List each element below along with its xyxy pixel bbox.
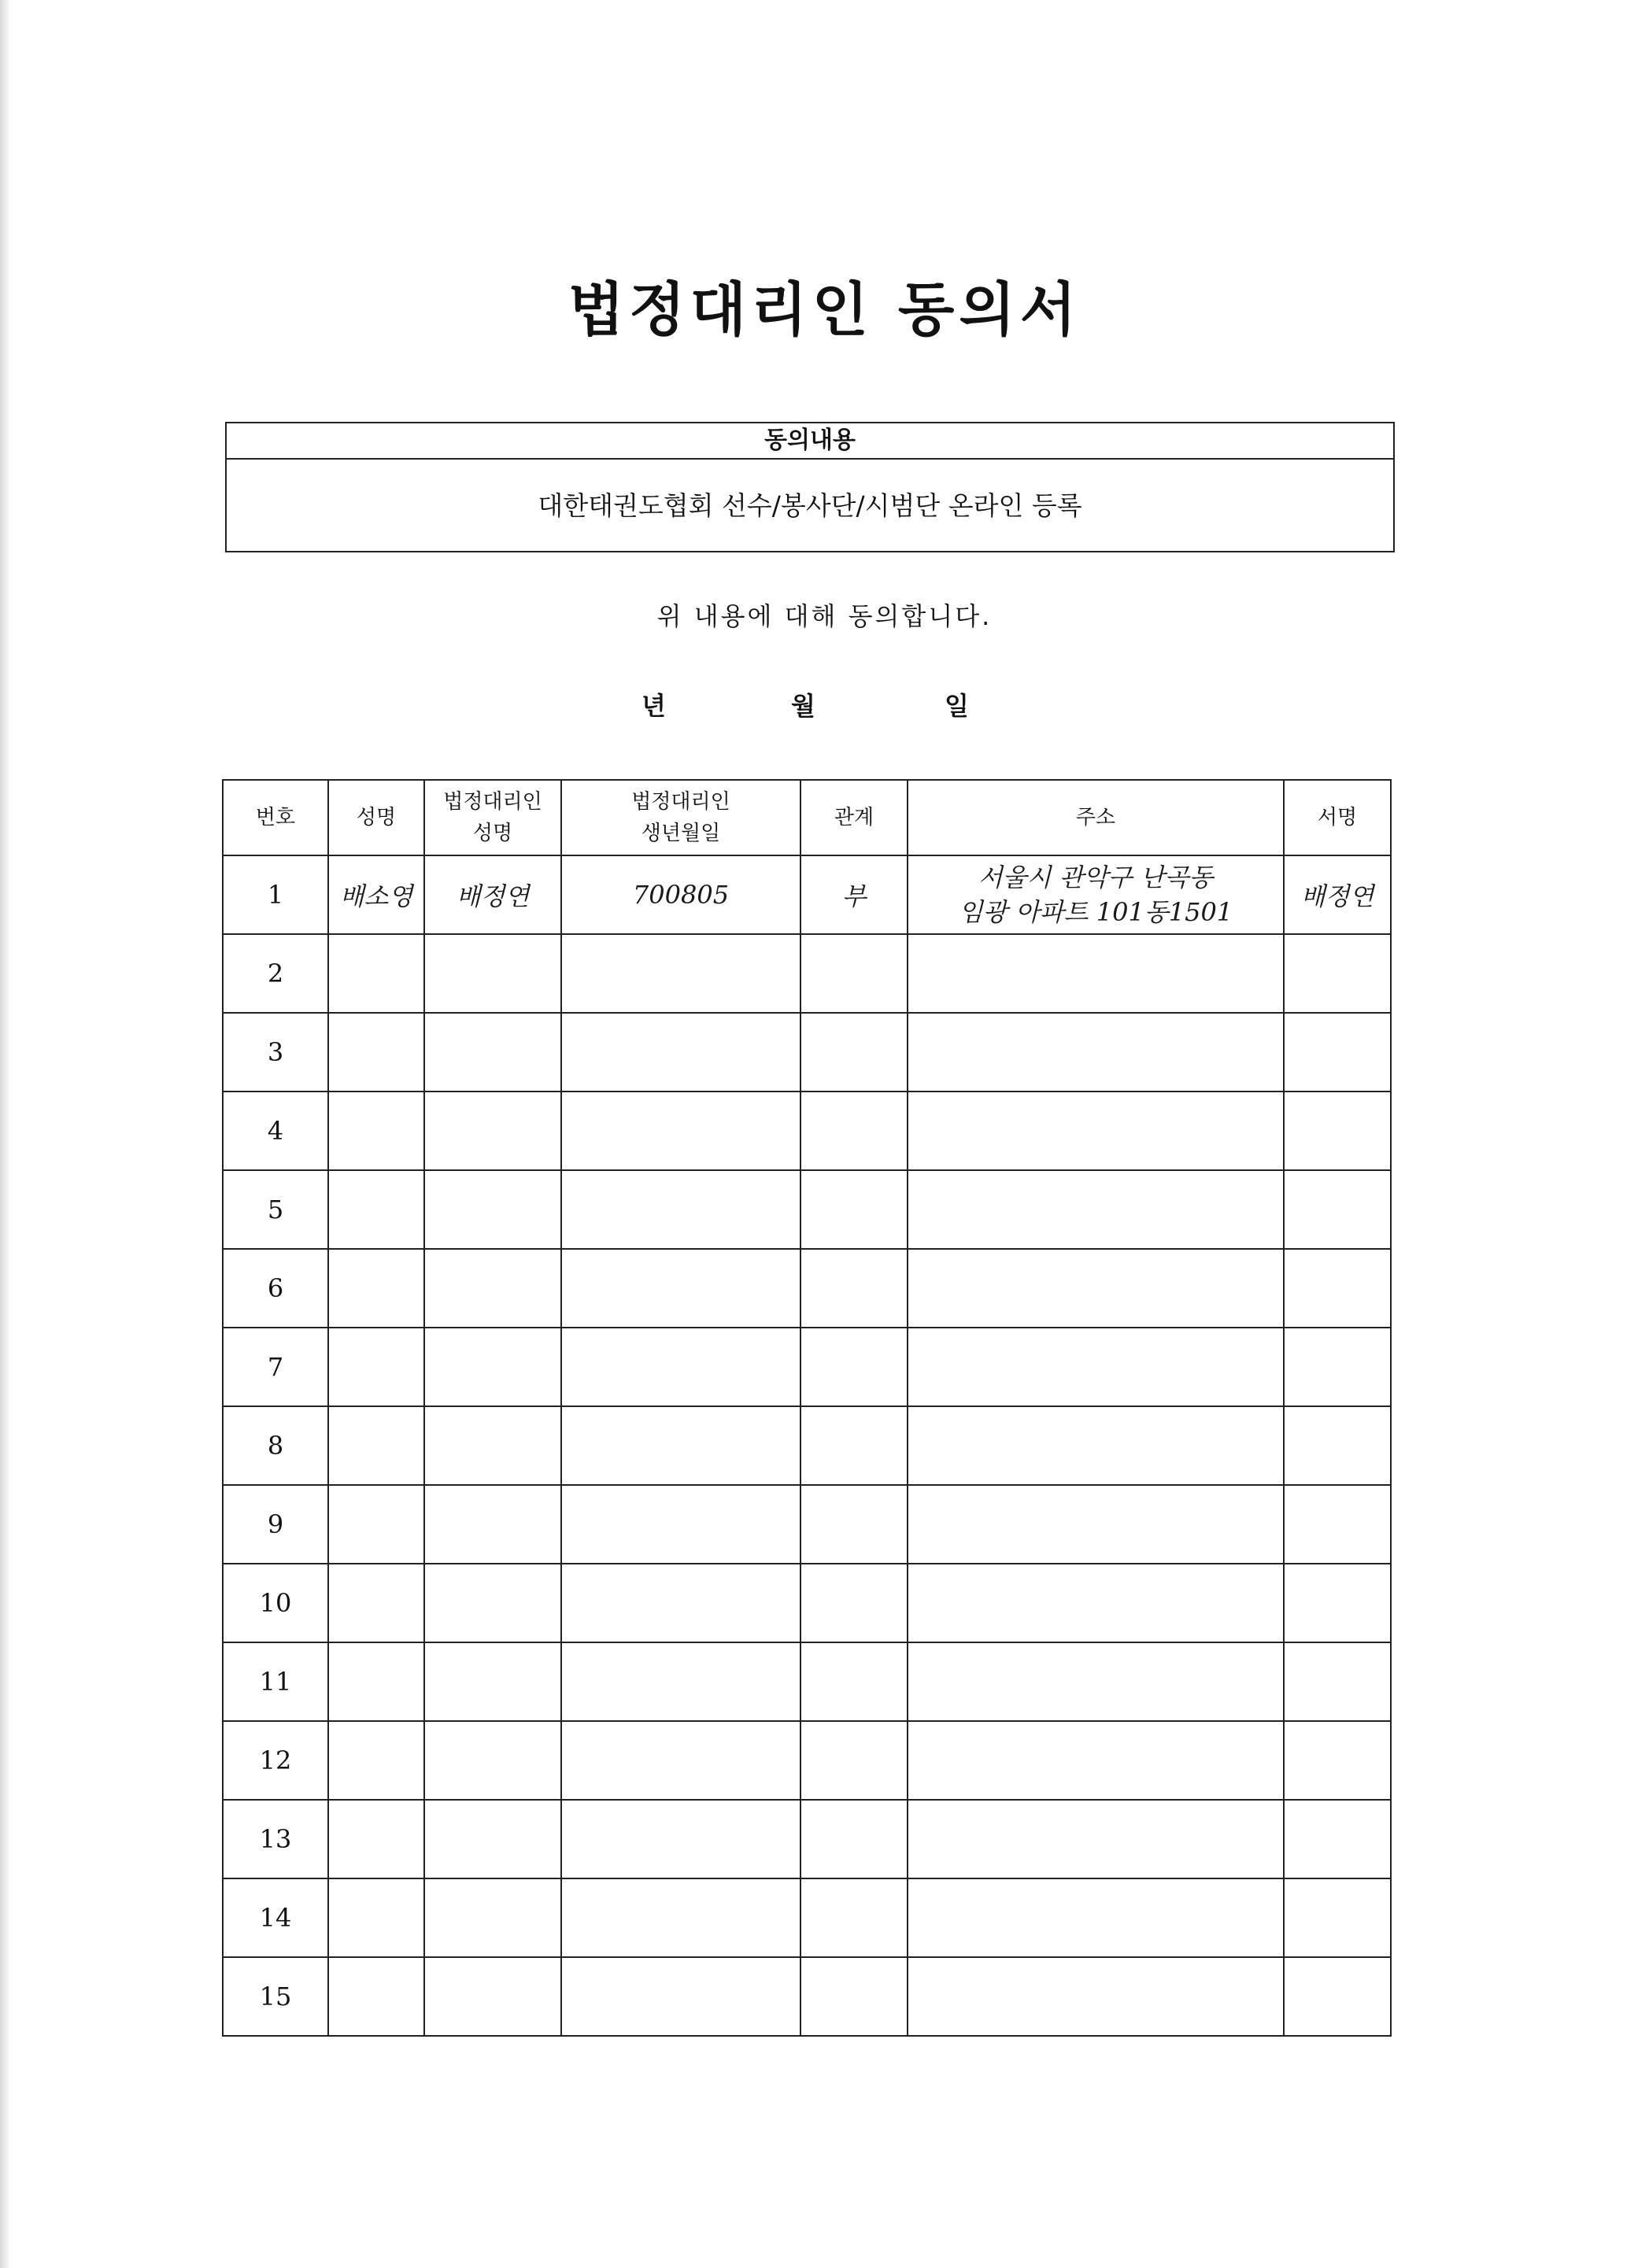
row-name [328, 934, 424, 1013]
row-relation [800, 1485, 908, 1564]
row-signature [1284, 934, 1391, 1013]
row-signature [1284, 1092, 1391, 1170]
row-guardian-name [424, 1013, 561, 1092]
row-relation [800, 1170, 908, 1249]
agreement-statement: 위 내용에 대해 동의합니다. [656, 601, 993, 631]
header-name: 성명 [328, 780, 424, 855]
row-guardian-name [424, 1642, 561, 1721]
table-row [223, 934, 1391, 1013]
row-birth [561, 1642, 800, 1721]
row-address [908, 1013, 1284, 1092]
row-address [908, 1170, 1284, 1249]
row-no: 3 [223, 1013, 328, 1092]
document-title: 법정대리인 동의서 [568, 276, 1081, 344]
row-name [328, 1170, 424, 1249]
row-guardian-name: 배정연 [424, 855, 561, 934]
row-signature [1284, 1170, 1391, 1249]
row-no: 10 [223, 1564, 328, 1642]
row-name [328, 1328, 424, 1406]
row-signature [1284, 1328, 1391, 1406]
row-signature [1284, 1485, 1391, 1564]
row-relation [800, 1957, 908, 2036]
table-row [223, 1564, 1391, 1642]
row-birth [561, 1800, 800, 1878]
row-address [908, 1328, 1284, 1406]
header-guardian-name-line1: 법정대리인 [443, 790, 542, 814]
row-address-line2: 임광 아파트 101동1501 [958, 897, 1233, 927]
row-birth [561, 1092, 800, 1170]
row-no: 11 [223, 1642, 328, 1721]
row-guardian-name [424, 1957, 561, 2036]
row-address [908, 1092, 1284, 1170]
row-signature [1284, 1878, 1391, 1957]
row-guardian-name [424, 1800, 561, 1878]
row-address [908, 1406, 1284, 1485]
row-birth [561, 1485, 800, 1564]
row-guardian-name [424, 1170, 561, 1249]
row-relation: 부 [800, 855, 908, 934]
row-relation [800, 1878, 908, 1957]
row-relation [800, 1721, 908, 1800]
row-birth [561, 1249, 800, 1328]
table-row [223, 1485, 1391, 1564]
row-name [328, 1485, 424, 1564]
row-relation [800, 1642, 908, 1721]
header-guardian-birth [561, 780, 800, 855]
header-guardian-birth-line1: 법정대리인 [631, 790, 730, 814]
row-address [908, 1564, 1284, 1642]
table-row [223, 1957, 1391, 2036]
row-guardian-name [424, 1878, 561, 1957]
row-no: 5 [223, 1170, 328, 1249]
row-no: 2 [223, 934, 328, 1013]
row-name [328, 1249, 424, 1328]
table-row [223, 1249, 1391, 1328]
row-guardian-name [424, 1485, 561, 1564]
header-guardian-birth-line2: 생년월일 [641, 822, 721, 845]
row-guardian-name [424, 1564, 561, 1642]
header-no: 번호 [223, 780, 328, 855]
row-relation [800, 1092, 908, 1170]
row-no: 7 [223, 1328, 328, 1406]
table-row [223, 1878, 1391, 1957]
table-row [223, 1721, 1391, 1800]
row-address [908, 1721, 1284, 1800]
row-relation [800, 1013, 908, 1092]
row-relation [800, 934, 908, 1013]
row-address [908, 1957, 1284, 2036]
row-relation [800, 1564, 908, 1642]
table-row [223, 1406, 1391, 1485]
row-signature: 배정연 [1284, 855, 1391, 934]
table-row [223, 1800, 1391, 1878]
row-birth [561, 1013, 800, 1092]
row-birth [561, 1721, 800, 1800]
row-address [908, 934, 1284, 1013]
row-signature [1284, 1800, 1391, 1878]
table-row [223, 1092, 1391, 1170]
consent-heading: 동의내용 [227, 423, 1393, 460]
table-row [223, 855, 1391, 934]
row-signature [1284, 1957, 1391, 2036]
row-address [908, 1249, 1284, 1328]
row-birth [561, 1564, 800, 1642]
row-signature [1284, 1642, 1391, 1721]
row-relation [800, 1249, 908, 1328]
consent-box [225, 422, 1395, 552]
row-name [328, 1957, 424, 2036]
table-row [223, 1013, 1391, 1092]
table-header-row [223, 780, 1391, 855]
row-name [328, 1013, 424, 1092]
row-signature [1284, 1013, 1391, 1092]
row-no: 15 [223, 1957, 328, 2036]
row-no: 13 [223, 1800, 328, 1878]
date-day-label: 일 [945, 691, 969, 721]
row-guardian-name [424, 1721, 561, 1800]
consent-text: 대한태권도협회 선수/봉사단/시범단 온라인 등록 [538, 490, 1082, 521]
row-no: 8 [223, 1406, 328, 1485]
date-year-label: 년 [641, 691, 666, 721]
row-no: 1 [223, 855, 328, 934]
row-birth [561, 1328, 800, 1406]
header-address: 주소 [908, 780, 1284, 855]
date-month-label: 월 [791, 691, 815, 721]
row-name [328, 1721, 424, 1800]
row-signature [1284, 1721, 1391, 1800]
row-name: 배소영 [328, 855, 424, 934]
row-birth [561, 1878, 800, 1957]
row-signature [1284, 1406, 1391, 1485]
header-signature: 서명 [1284, 780, 1391, 855]
header-guardian-name [424, 780, 561, 855]
row-no: 4 [223, 1092, 328, 1170]
row-birth [561, 934, 800, 1013]
row-relation [800, 1800, 908, 1878]
row-no: 6 [223, 1249, 328, 1328]
row-birth [561, 1957, 800, 2036]
row-no: 12 [223, 1721, 328, 1800]
row-name [328, 1092, 424, 1170]
row-guardian-name [424, 1406, 561, 1485]
guardian-roster-table [222, 779, 1392, 2037]
table-row [223, 1170, 1391, 1249]
row-address [908, 1485, 1284, 1564]
row-name [328, 1406, 424, 1485]
row-signature [1284, 1564, 1391, 1642]
row-no: 14 [223, 1878, 328, 1957]
row-address [908, 855, 1284, 934]
row-address-line1: 서울시 관악구 난곡동 [978, 863, 1214, 892]
table-row [223, 1642, 1391, 1721]
row-name [328, 1642, 424, 1721]
row-birth [561, 1406, 800, 1485]
row-signature [1284, 1249, 1391, 1328]
row-guardian-name [424, 934, 561, 1013]
row-name [328, 1564, 424, 1642]
row-relation [800, 1328, 908, 1406]
row-birth [561, 1170, 800, 1249]
header-relation: 관계 [800, 780, 908, 855]
row-address [908, 1800, 1284, 1878]
table-row [223, 1328, 1391, 1406]
row-address [908, 1642, 1284, 1721]
row-no: 9 [223, 1485, 328, 1564]
row-birth: 700805 [561, 855, 800, 934]
row-name [328, 1800, 424, 1878]
row-guardian-name [424, 1092, 561, 1170]
row-guardian-name [424, 1249, 561, 1328]
header-guardian-name-line2: 성명 [472, 822, 513, 845]
row-name [328, 1878, 424, 1957]
row-address [908, 1878, 1284, 1957]
row-guardian-name [424, 1328, 561, 1406]
row-relation [800, 1406, 908, 1485]
